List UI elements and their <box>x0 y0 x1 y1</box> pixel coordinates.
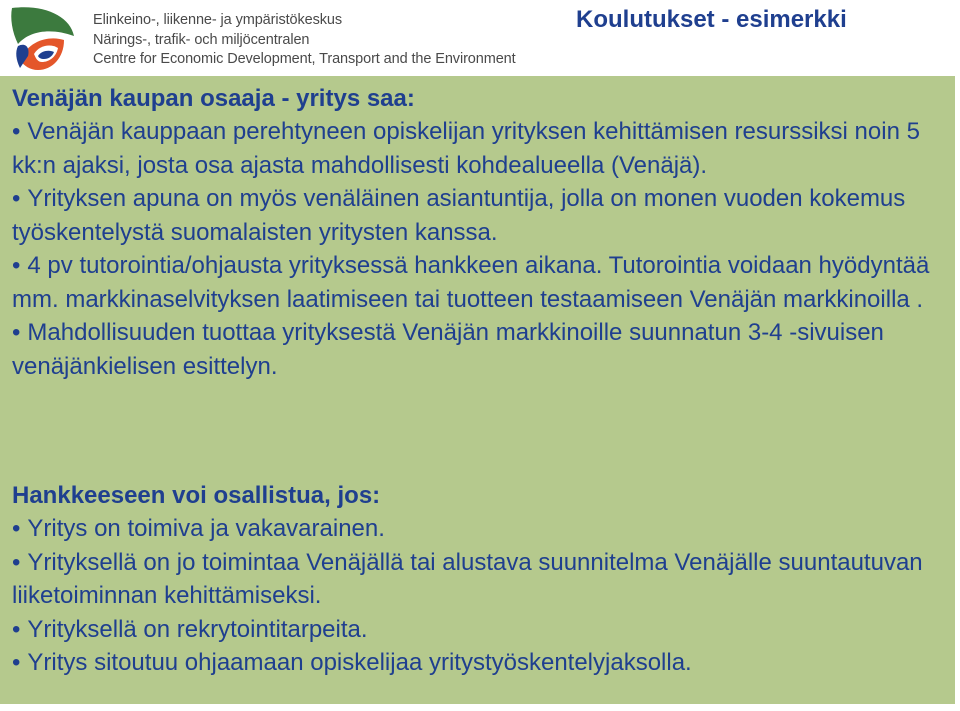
bullet-text: Yritys sitoutuu ohjaamaan opiskelijaa yritystyöskentelyjaksolla. <box>27 649 692 676</box>
bullet-icon: • <box>12 118 21 145</box>
list-item <box>12 512 947 546</box>
bullet-text: 4 pv tutorointia/ohjausta yrityksessä hankkeen aikana. Tutorointia voidaan hyödyntää mm. markkinaselvityksen laatimiseen tai tuotteen testaamiseen Venäjän markkinoilla . <box>12 252 930 313</box>
list-item <box>12 613 947 647</box>
bullet-icon: • <box>12 319 21 346</box>
org-name-finnish: Elinkeino-, liikenne- ja ympäristökeskus <box>93 12 343 28</box>
list-item <box>12 316 947 383</box>
content-panel <box>0 76 955 704</box>
list-item <box>12 115 947 182</box>
bullet-text: Yritys on toimiva ja vakavarainen. <box>27 515 385 542</box>
bullet-text: Mahdollisuuden tuottaa yrityksestä Venäjän markkinoille suunnatun 3-4 -sivuisen venäjänkielisen esittelyn. <box>12 319 884 380</box>
bullet-icon: • <box>12 615 21 643</box>
bullet-icon: • <box>12 252 21 279</box>
ely-centre-logo-icon <box>8 2 80 74</box>
header <box>0 0 960 76</box>
section-heading-eligibility: Hankkeeseen voi osallistua, jos: <box>12 482 381 509</box>
bullet-text: Yrityksellä on jo toimintaa Venäjällä tai alustava suunnitelma Venäjälle suuntautuvan liiketoiminnan kehittämiseksi. <box>12 548 923 609</box>
bullet-text: Yrityksen apuna on myös venäläinen asiantuntija, jolla on monen vuoden kokemus työskentelystä suomalaisten yritysten kanssa. <box>12 185 906 246</box>
organization-name <box>93 11 516 70</box>
slide-title: Koulutukset - esimerkki <box>576 6 847 33</box>
bullet-icon: • <box>12 649 21 676</box>
bullet-text: Yrityksellä on rekrytointitarpeita. <box>27 615 368 643</box>
bullet-text: Venäjän kauppaan perehtyneen opiskelijan yrityksen kehittämisen resurssiksi noin 5 kk:n ajaksi, josta osa ajasta mahdollisesti kohdealueella (Venäjä). <box>12 118 920 179</box>
bullet-icon: • <box>12 515 21 542</box>
benefits-list <box>12 115 947 383</box>
list-item <box>12 546 947 613</box>
bullet-icon: • <box>12 185 21 212</box>
list-item <box>12 182 947 249</box>
bullet-icon: • <box>12 548 21 576</box>
eligibility-list <box>12 512 947 680</box>
list-item <box>12 646 947 680</box>
org-name-english: Centre for Economic Development, Transport and the Environment <box>93 51 516 67</box>
list-item <box>12 249 947 316</box>
section-heading-benefits: Venäjän kaupan osaaja - yritys saa: <box>12 85 415 112</box>
org-name-swedish: Närings-, trafik- och miljöcentralen <box>93 31 310 48</box>
